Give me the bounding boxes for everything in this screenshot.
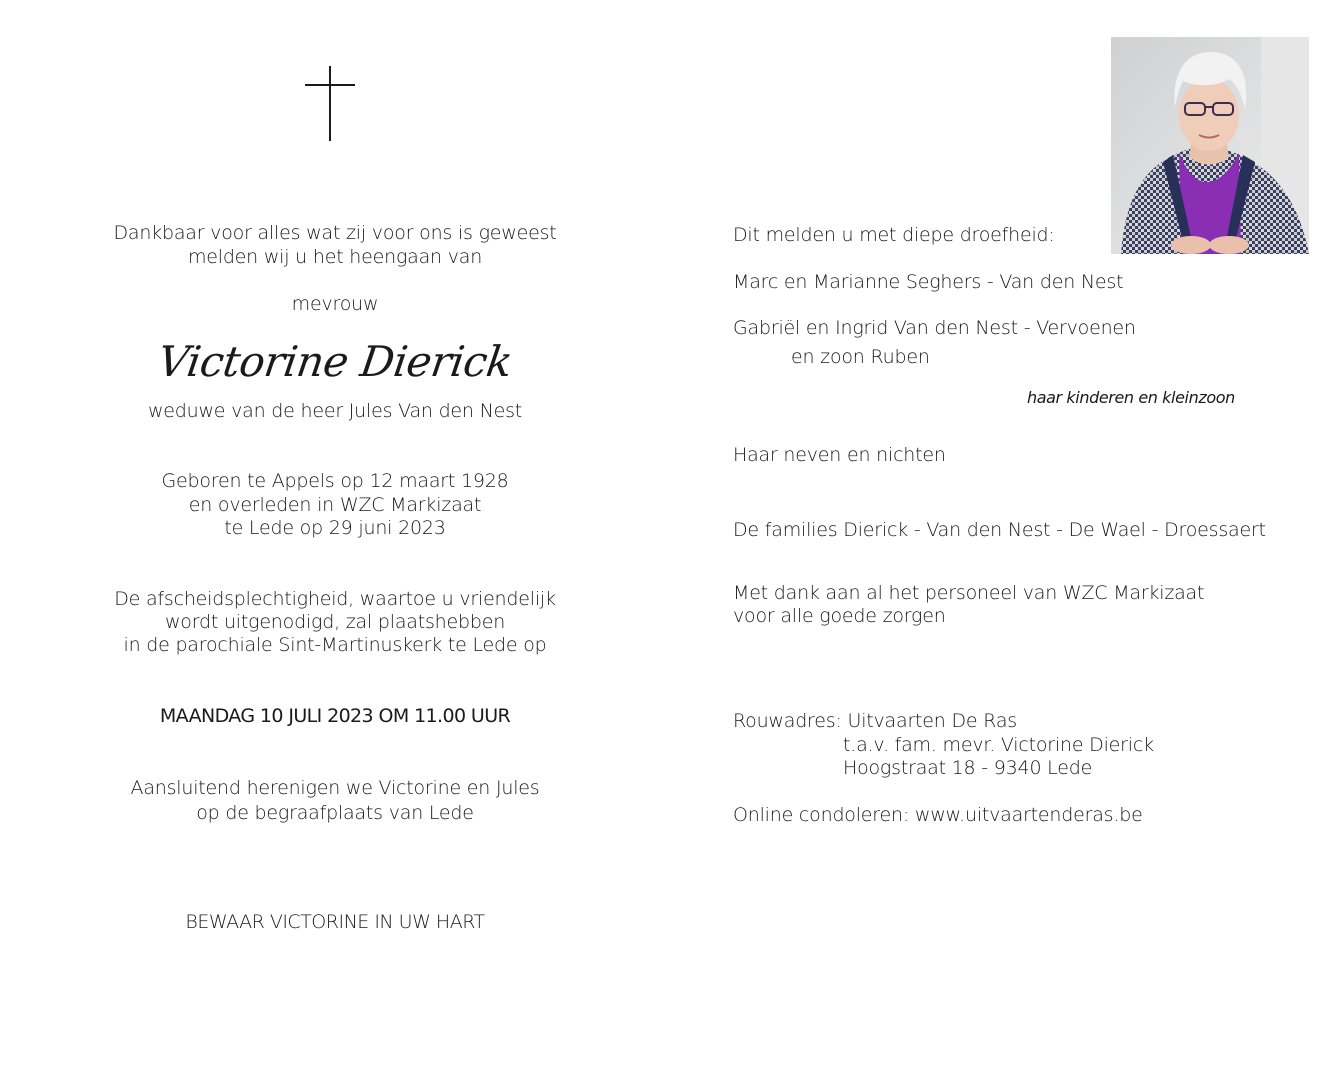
address-label: Rouwadres: Uitvaarten De Ras [733,710,1017,732]
family-line-2: Gabriël en Ingrid Van den Nest - Vervoenen [733,317,1136,339]
deceased-name: Victorine Dierick [154,337,516,386]
service-date-time: MAANDAG 10 JULI 2023 OM 11.00 UUR [159,705,511,727]
intro-line-1: Dankbaar voor alles wat zij voor ons is geweest [113,222,557,244]
closing-line: BEWAAR VICTORINE IN UW HART [185,911,485,933]
thanks-line-1: Met dank aan al het personeel van WZC Markizaat [733,582,1205,604]
farewell-line-2: wordt uitgenodigd, zal plaatshebben [164,611,506,633]
children-caption: haar kinderen en kleinzoon [1027,388,1235,407]
honorific: mevrouw [291,293,379,315]
family-line-2-sub: en zoon Ruben [791,346,930,368]
widow-line: weduwe van de heer Jules Van den Nest [147,400,523,422]
birth-line-2: en overleden in WZC Markizaat [188,494,482,516]
thanks-line-2: voor alle goede zorgen [733,605,946,627]
birth-line-3: te Lede op 29 juni 2023 [224,517,446,539]
family-line-1: Marc en Marianne Seghers - Van den Nest [733,271,1124,293]
address-line-2: t.a.v. fam. mevr. Victorine Dierick [843,734,1154,756]
families-line: De families Dierick - Van den Nest - De Wael - Droessaert [733,519,1266,541]
farewell-line-1: De afscheidsplechtigheid, waartoe u vriendelijk [114,588,556,610]
nephews-nieces: Haar neven en nichten [733,444,946,466]
farewell-line-3: in de parochiale Sint-Martinuskerk te Lede op [123,634,547,656]
burial-line-2: op de begraafplaats van Lede [196,802,474,824]
announcement: Dit melden u met diepe droefheid: [733,224,1055,246]
address-line-3: Hoogstraat 18 - 9340 Lede [843,757,1093,779]
online-condolences-link[interactable]: Online condoleren: www.uitvaartenderas.be [733,804,1143,826]
birth-line-1: Geboren te Appels op 12 maart 1928 [161,470,509,492]
intro-line-2: melden wij u het heengaan van [187,246,483,268]
cross-icon [303,64,357,144]
portrait-photo [1111,37,1309,254]
burial-line-1: Aansluitend herenigen we Victorine en Jules [130,777,540,799]
